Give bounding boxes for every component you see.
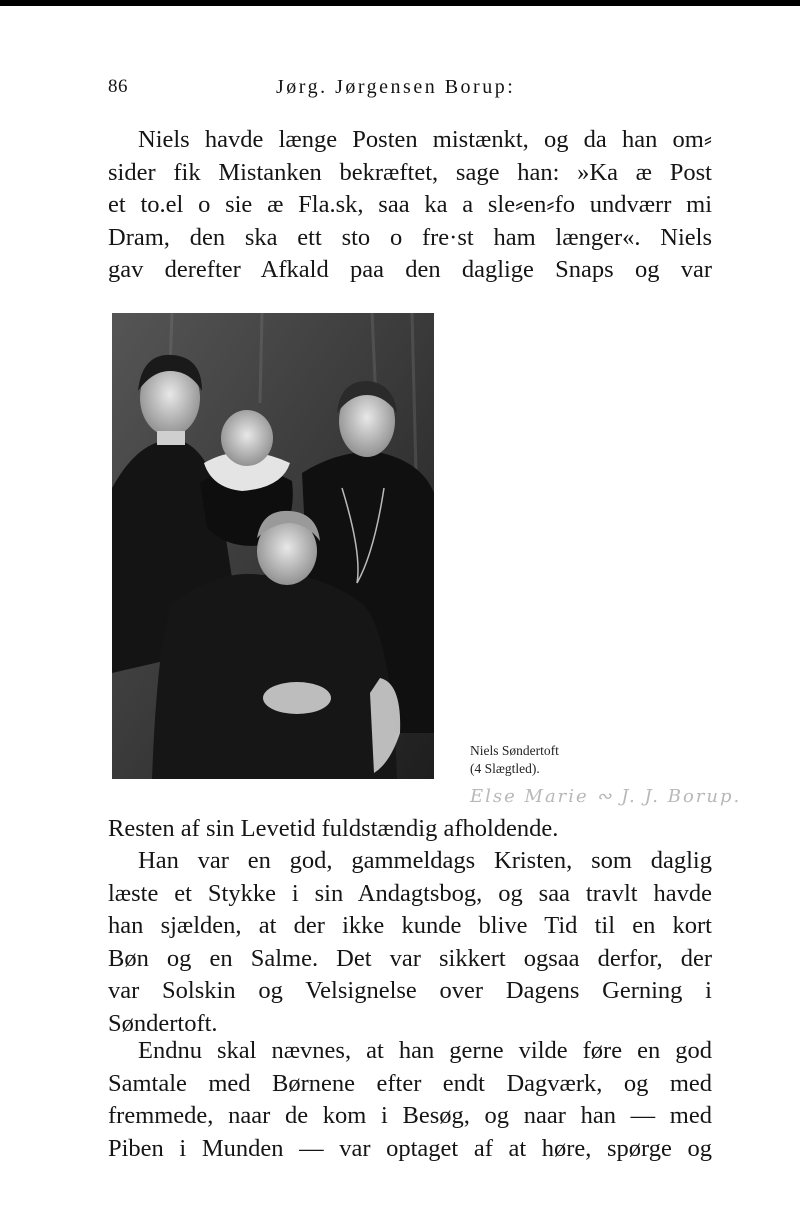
text-line: var Solskin og Velsignelse over Dagens Gerning i: [108, 977, 712, 1004]
text-line: han sjælden, at der ikke kunde blive Tid til en kort: [108, 912, 712, 939]
text-line: Dram, den ska ett sto o fre·st ham længer«. Niels: [108, 223, 712, 251]
scan-top-border: [0, 0, 800, 6]
text-line: sider fik Mistanken bekræftet, sage han: »Ka æ Post: [108, 158, 712, 186]
paragraph-1: [108, 124, 712, 287]
running-head: Jørg. Jørgensen Borup:: [276, 76, 516, 98]
text-line: Piben i Munden — var optaget af at høre, spørge og: [108, 1134, 712, 1162]
caption-line: Niels Søndertoft: [470, 743, 559, 758]
photo-caption: [470, 742, 559, 778]
paragraph-2: [108, 813, 712, 846]
family-photograph: [112, 313, 434, 779]
paragraph-3: [108, 845, 712, 1040]
photo-illustration: [112, 313, 434, 779]
page-header: [108, 76, 716, 104]
caption-line: (4 Slægtled).: [470, 761, 540, 776]
text-line: Han var en god, gammeldags Kristen, som daglig: [138, 847, 712, 874]
text-line: fremmede, naar de kom i Besøg, og naar han — med: [108, 1102, 712, 1129]
handwritten-annotation: Else Marie ∾ J. J. Borup.: [470, 786, 742, 807]
text-line: et to.el o sie æ Fla.sk, saa ka a sle⸗en⸗fo undværr mi: [108, 191, 712, 218]
text-line: Resten af sin Levetid fuldstændig afholdende.: [108, 815, 559, 842]
text-line: Bøn og en Salme. Det var sikkert ogsaa derfor, der: [108, 944, 712, 972]
text-line: Niels havde længe Posten mistænkt, og da han om⸗: [138, 126, 712, 153]
text-line: Søndertoft.: [108, 1009, 218, 1037]
text-line: Endnu skal nævnes, at han gerne vilde føre en god: [138, 1037, 712, 1064]
text-line: læste et Stykke i sin Andagtsbog, og saa travlt havde: [108, 879, 712, 907]
text-line: gav derefter Afkald paa den daglige Snaps og var: [108, 256, 712, 283]
paragraph-4: [108, 1035, 712, 1165]
text-line: Samtale med Børnene efter endt Dagværk, og med: [108, 1069, 712, 1097]
page-number: 86: [108, 76, 128, 97]
